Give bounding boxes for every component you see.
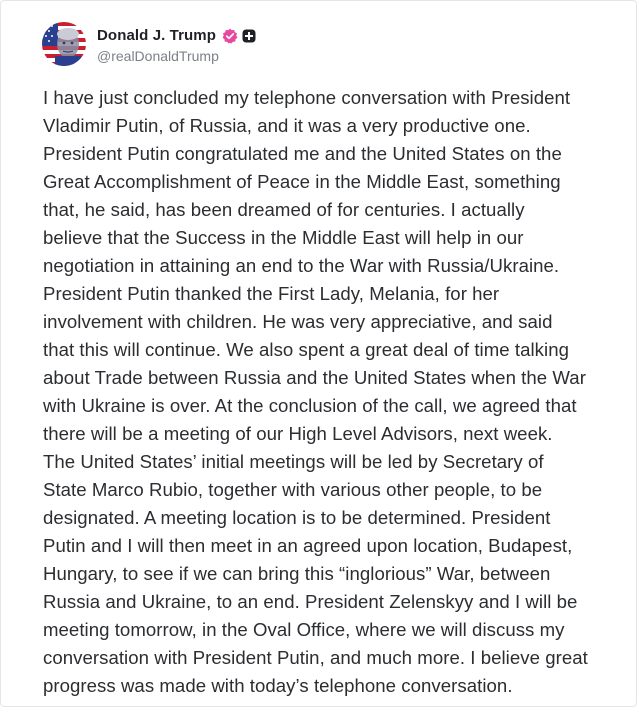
avatar[interactable] [42, 22, 86, 66]
post-body-line: State Marco Rubio, together with various other people, to be [43, 479, 543, 500]
verified-badge-icon [222, 28, 238, 44]
post-body-line: involvement with children. He was very appreciative, and said [43, 311, 553, 332]
author-display-name[interactable]: Donald J. Trump [97, 27, 217, 44]
post-body-line: there will be a meeting of our High Level Advisors, next week. [43, 423, 553, 444]
avatar-flag-portrait-icon [42, 22, 86, 66]
post-body-line: progress was made with today’s telephone conversation. [43, 675, 513, 696]
post-body-line: President Putin thanked the First Lady, Melania, for her [43, 283, 500, 304]
post-body-line: The United States’ initial meetings will be led by Secretary of [43, 451, 544, 472]
post-body-line: Russia and Ukraine, to an end. President Zelenskyy and I will be [43, 591, 578, 612]
post-body-line: Great Accomplishment of Peace in the Middle East, something [43, 171, 561, 192]
plus-square-icon [242, 29, 256, 43]
author-handle[interactable]: @realDonaldTrump [97, 47, 219, 64]
post-body-line: believe that the Success in the Middle East will help in our [43, 227, 524, 248]
post-body-line: conversation with President Putin, and much more. I believe great [43, 647, 588, 668]
name-row [97, 25, 256, 47]
post-body-line: President Putin congratulated me and the United States on the [43, 143, 562, 164]
post-body-line: Putin and I will then meet in an agreed upon location, Budapest, [43, 535, 573, 556]
post-body-line: Vladimir Putin, of Russia, and it was a very productive one. [43, 115, 531, 136]
post-body-line: with Ukraine is over. At the conclusion of the call, we agreed that [43, 395, 577, 416]
author-names [97, 25, 256, 64]
post-header [42, 21, 256, 67]
post-body-line: that, he said, has been dreamed of for centuries. I actually [43, 199, 525, 220]
post-body-text [43, 84, 609, 700]
post-body-line: meeting tomorrow, in the Oval Office, where we will discuss my [43, 619, 565, 640]
post-body-line: negotiation in attaining an end to the War with Russia/Ukraine. [43, 255, 560, 276]
post-body-line: I have just concluded my telephone conversation with President [43, 87, 571, 108]
post-body-line: about Trade between Russia and the United States when the War [43, 367, 586, 388]
post-body-line: Hungary, to see if we can bring this “inglorious” War, between [43, 563, 551, 584]
post-body-line: that this will continue. We also spent a great deal of time talking [43, 339, 569, 360]
post-body-line: designated. A meeting location is to be determined. President [43, 507, 551, 528]
